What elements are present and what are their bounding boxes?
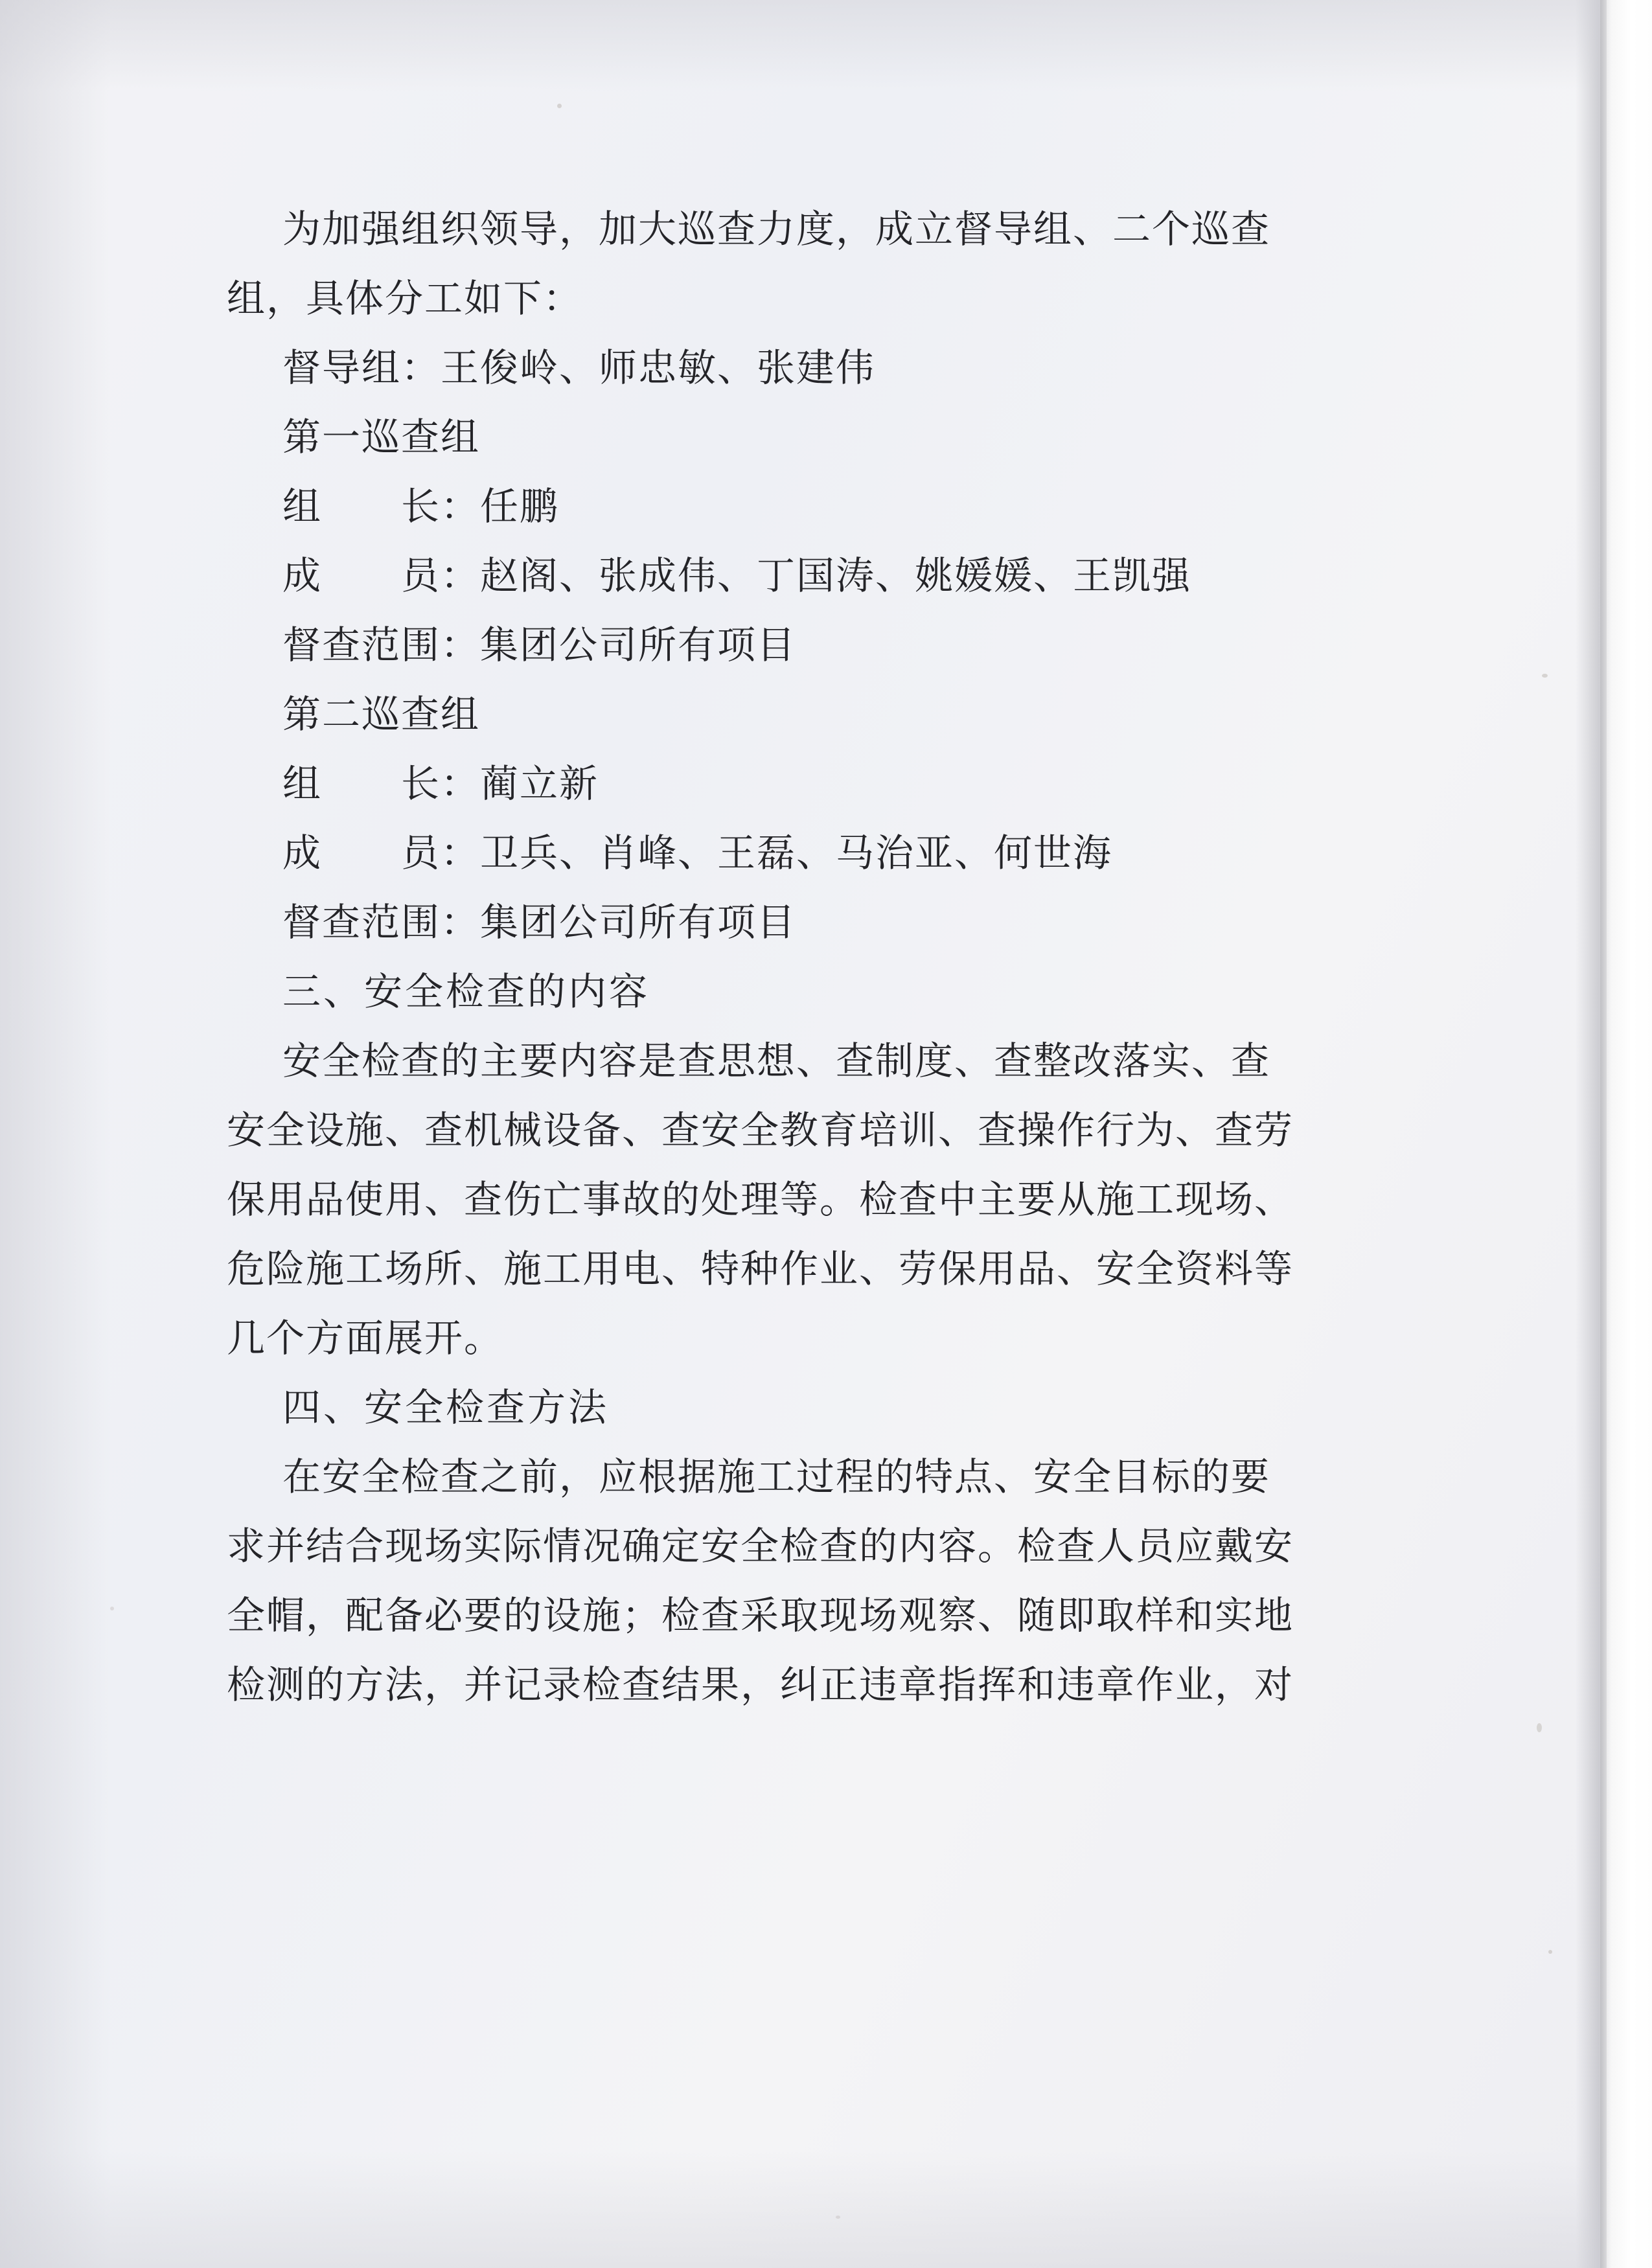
paragraph-line: 全帽，配备必要的设施；检查采取现场观察、随即取样和实地 [227,1593,1294,1638]
paragraph-line: 安全设施、查机械设备、查安全教育培训、查操作行为、查劳 [227,1108,1294,1152]
paragraph-line: 督导组：王俊岭、师忠敏、张建伟 [282,345,876,390]
section-heading: 四、安全检查方法 [282,1385,610,1430]
paragraph-line: 安全检查的主要内容是查思想、查制度、查整改落实、查 [282,1038,1271,1083]
scan-speck [836,2216,840,2219]
paragraph-line: 保用品使用、查伤亡事故的处理等。检查中主要从施工现场、 [227,1177,1294,1222]
scan-speck [110,1607,114,1610]
paragraph-line: 求并结合现场实际情况确定安全检查的内容。检查人员应戴安 [227,1524,1294,1568]
paragraph-line: 第二巡查组 [282,692,481,737]
paragraph-line: 为加强组织领导，加大巡查力度，成立督导组、二个巡查 [282,207,1271,251]
scan-speck [1542,674,1548,678]
paragraph-line: 成 员：赵阁、张成伟、丁国涛、姚媛媛、王凯强 [282,553,1192,598]
paragraph-line: 组 长：任鹏 [282,484,560,529]
paragraph-line: 成 员：卫兵、肖峰、王磊、马治亚、何世海 [282,830,1113,875]
scan-right-margin [1600,0,1652,2268]
page-edge-shadow [1576,0,1607,2268]
paragraph-line: 检测的方法，并记录检查结果，纠正违章指挥和违章作业，对 [227,1662,1294,1707]
paragraph-line: 组 长：蔺立新 [282,761,599,806]
scan-speck [1548,1950,1552,1954]
paragraph-line: 在安全检查之前，应根据施工过程的特点、安全目标的要 [282,1454,1271,1499]
paragraph-line: 组，具体分工如下： [227,276,583,321]
paragraph-line: 第一巡查组 [282,415,481,459]
paragraph-line: 督查范围：集团公司所有项目 [282,623,797,667]
paragraph-line: 几个方面展开。 [227,1316,504,1360]
document-text-body [227,194,1419,1719]
section-heading: 三、安全检查的内容 [282,969,650,1014]
scan-speck [557,104,562,108]
paragraph-line: 督查范围：集团公司所有项目 [282,900,797,945]
scan-speck [1537,1723,1542,1732]
paragraph-line: 危险施工场所、施工用电、特种作业、劳保用品、安全资料等 [227,1246,1294,1291]
